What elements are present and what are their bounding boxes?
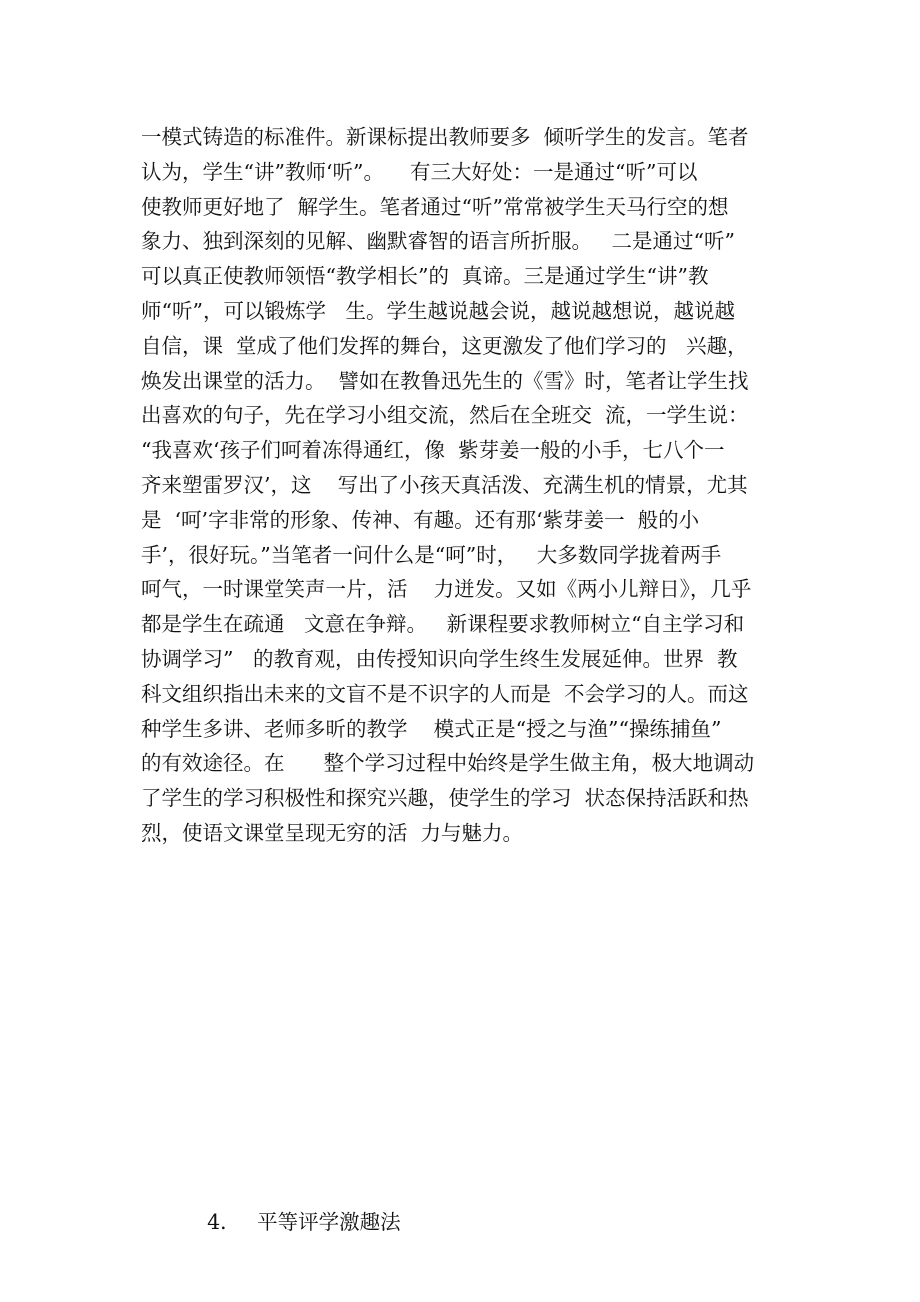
body-paragraph <box>141 120 801 851</box>
section-heading <box>181 1171 401 1234</box>
text-line: 象力、独到深刻的见解、幽默睿智的语言所折服。 二是通过“听” <box>141 229 736 254</box>
text-line: 呵气，一时课堂笑声一片，活 力迸发。又如《两小儿辩日》，几乎 <box>141 577 752 602</box>
section-number: 4． <box>207 1210 241 1234</box>
text-line: “我喜欢‘孩子们呵着冻得通红，像 紫芽姜一般的小手，七八个一 <box>141 438 725 463</box>
text-line: 可以真正使教师领悟“教学相长”的 真谛。三是通过学生“讲”教 <box>141 264 709 289</box>
text-line: 的有效途径。在 整个学习过程中始终是学生做主角，极大地调动 <box>141 751 755 776</box>
text-line: 焕发出课堂的活力。 譬如在教鲁迅先生的《雪》时，笔者让学生找 <box>141 368 749 393</box>
text-line: 是 ‘呵’字非常的形象、传神、有趣。还有那‘紫芽姜一 般的小 <box>141 507 700 532</box>
text-line: 出喜欢的句子，先在学习小组交流，然后在全班交 流，一学生说： <box>141 403 749 428</box>
text-line: 了学生的学习积极性和探究兴趣，使学生的学习 状态保持活跃和热 <box>141 786 749 811</box>
section-title: 平等评学激趣法 <box>257 1210 401 1234</box>
text-line: 都是学生在疏通 文意在争辩。 新课程要求教师树立“自主学习和 <box>141 612 745 637</box>
text-line: 认为，学生“讲”教师‘听”。 有三大好处：一是通过“听”可以 <box>141 159 698 184</box>
text-line: 协调学习” 的教育观，由传授知识向学生终生发展延伸。世界 教 <box>141 646 738 671</box>
text-line: 种学生多讲、老师多昕的教学 模式正是“授之与渔”“操练捕鱼” <box>141 716 722 741</box>
text-line: 师“听”，可以锻炼学 生。学生越说越会说，越说越想说，越说越 <box>141 298 736 323</box>
text-line: 自信，课 堂成了他们发挥的舞台，这更激发了他们学习的 兴趣， <box>141 333 748 358</box>
text-line: 手’，很好玩。”当笔者一问什么是“呵”时， 大多数同学拢着两手 <box>141 542 722 567</box>
text-line: 科文组织指出未来的文盲不是不识字的人而是 不会学习的人。而这 <box>141 681 749 706</box>
text-line: 一模式铸造的标准件。新课标提出教师要多 倾听学生的发言。笔者 <box>141 125 749 149</box>
text-line: 使教师更好地了 解学生。笔者通过“听”常常被学生天马行空的想 <box>141 194 729 219</box>
text-line: 烈，使语文课堂呈现无穷的活 力与魅力。 <box>141 820 524 845</box>
text-line: 齐来塑雷罗汉’，这 写出了小孩天真活泼、充满生机的情景，尤其 <box>141 472 748 497</box>
